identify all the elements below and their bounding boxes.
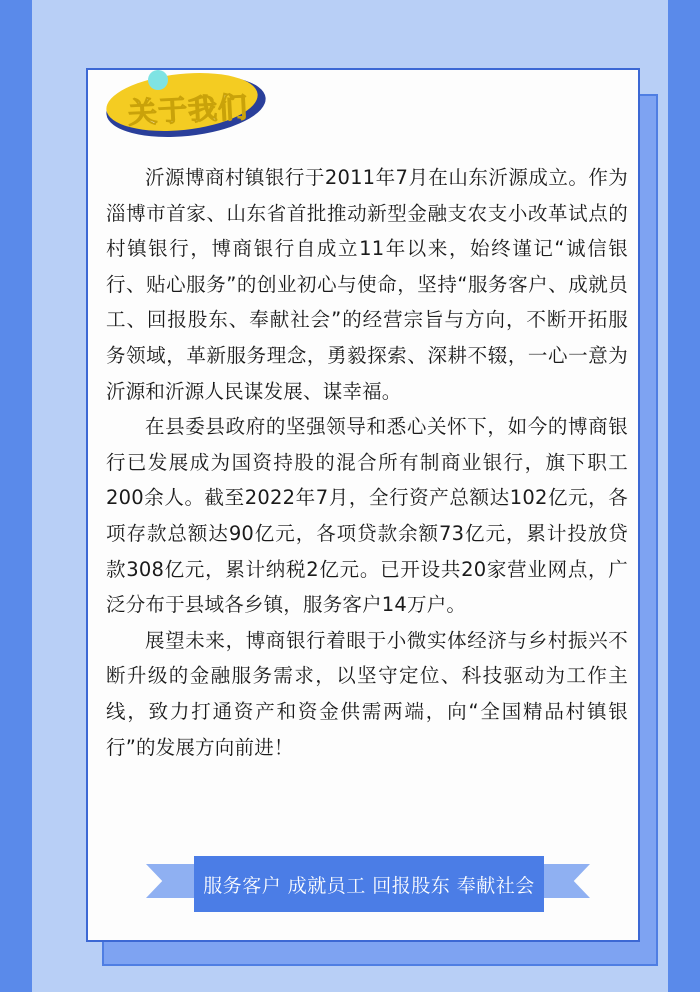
- about-body: [106, 160, 628, 765]
- section-title-badge: [104, 66, 266, 146]
- paragraph-outlook: 展望未来，博商银行着眼于小微实体经济与乡村振兴不断升级的金融服务需求，以坚守定位、科技驱动为工作主线，致力打通资产和资金供需两端，向“全国精品村镇银行”的发展方向前进！: [106, 628, 628, 759]
- background-left-strip: [0, 0, 32, 992]
- decor-dot-icon: [148, 70, 168, 90]
- paragraph-intro: 沂源博商村镇银行于2011年7月在山东沂源成立。作为淄博市首家、山东省首批推动新型金融支农支小改革试点的村镇银行，博商银行自成立11年以来，始终谨记“诚信银行、贴心服务”的创业初心与使命，坚持“服务客户、成就员工、回报股东、奉献社会”的经营宗旨与方向，不断开拓服务领域，革新服务理念，勇毅探索、深耕不辍，一心一意为沂源和沂源人民谋发展、谋幸福。: [106, 166, 628, 403]
- background-right-strip: [668, 0, 700, 992]
- paragraph-development: 在县委县政府的坚强领导和悉心关怀下，如今的博商银行已发展成为国资持股的混合所有制商业银行，旗下职工200余人。截至2022年7月，全行资产总额达102亿元，各项存款总额达90亿元，各项贷款余额73亿元，累计投放贷款308亿元，累计纳税2亿元。已开设共20家营业网点，广泛分布于县域各乡镇，服务客户14万户。: [106, 415, 628, 617]
- section-title: 关于我们: [127, 89, 249, 131]
- slogan-ribbon: 服务客户 成就员工 回报股东 奉献社会: [194, 856, 544, 912]
